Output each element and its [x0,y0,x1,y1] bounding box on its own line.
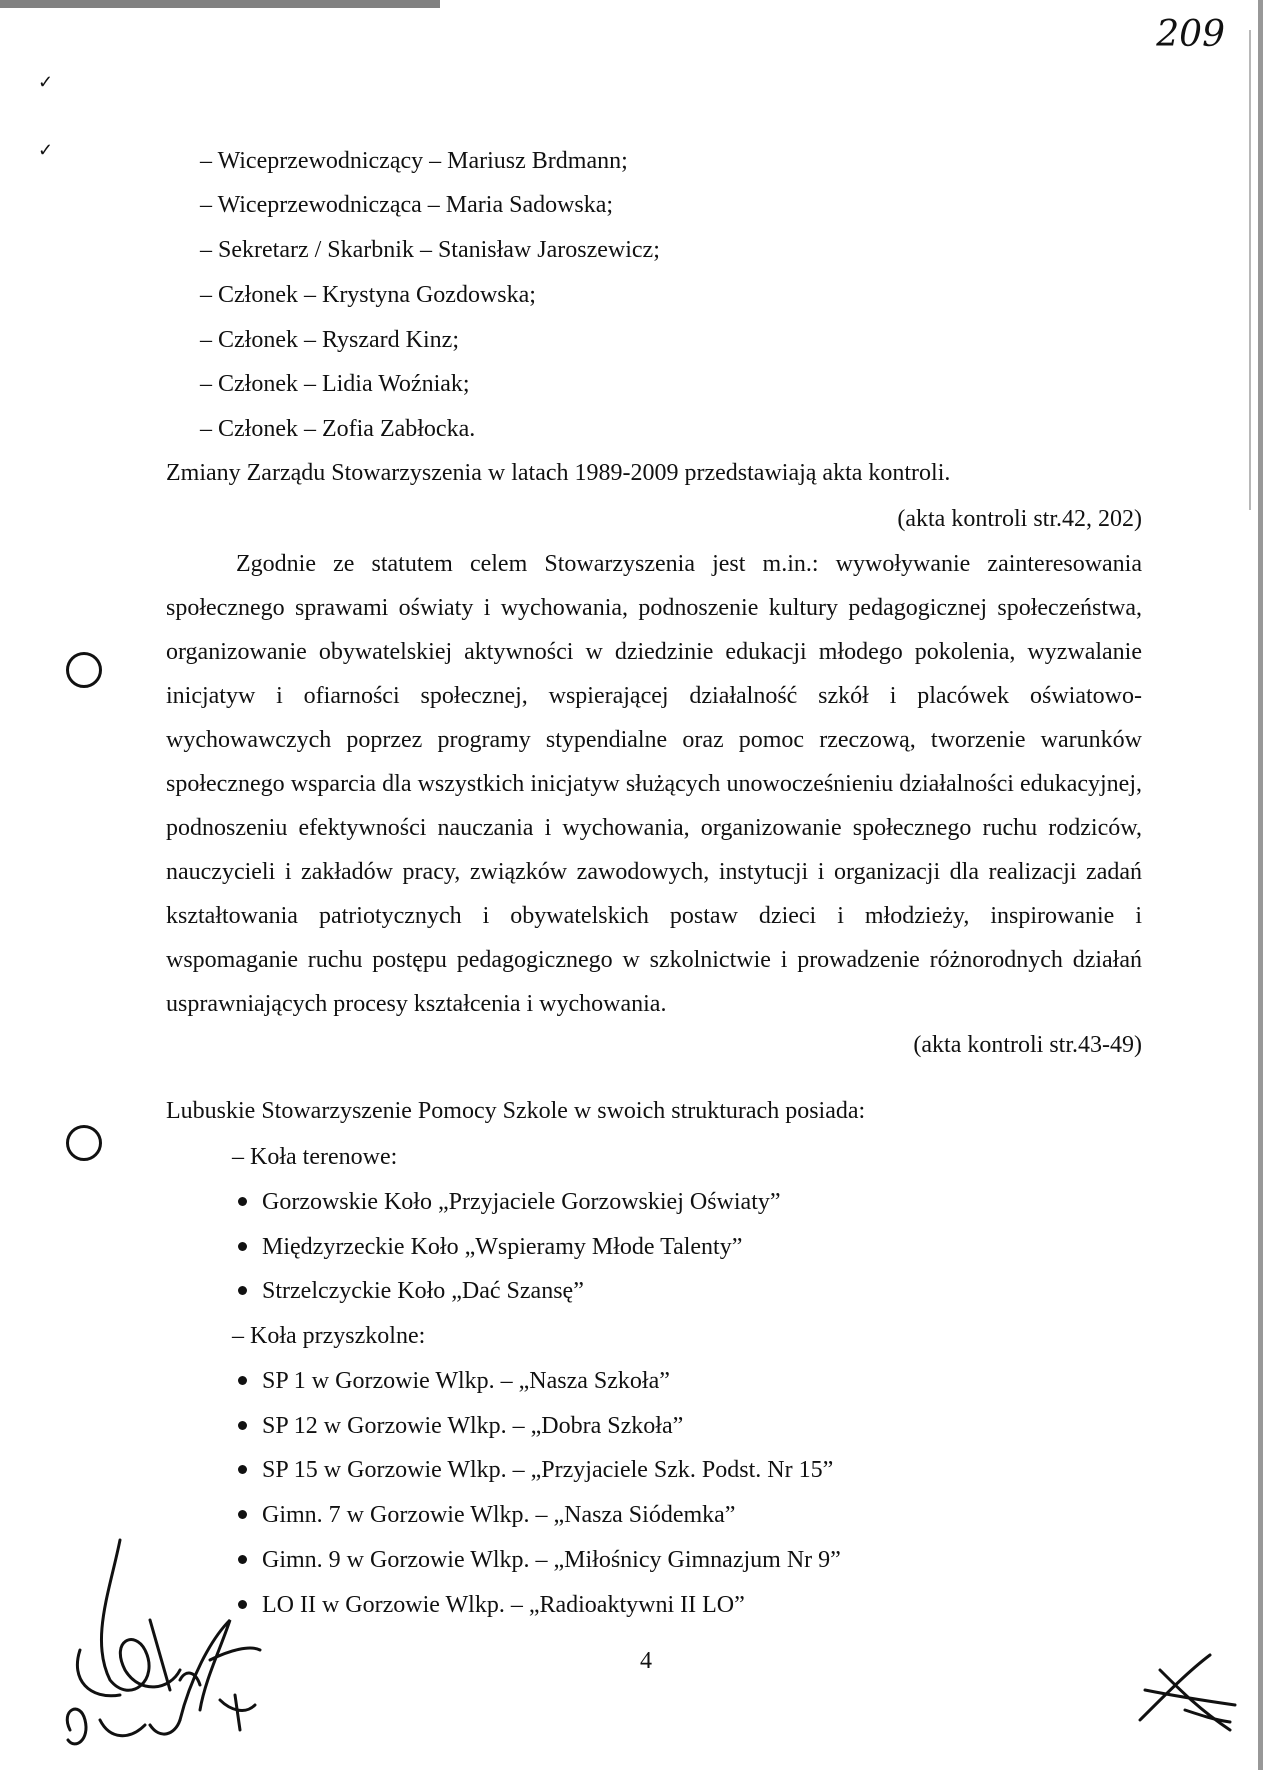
structure-intro: Lubuskie Stowarzyszenie Pomocy Szkole w swoich strukturach posiada: [166,1098,866,1124]
punch-hole [66,652,102,688]
statute-goals-paragraph: Zgodnie ze statutem celem Stowarzyszenia jest m.in.: wywoływanie zainteresowania społecznego sprawami oświaty i wychowania, podnoszenie kultury pedagogicznej społeczeństwa, organizowanie obywatelskiej aktywności w dziedzinie edukacji młodego pokolenia, wyzwalanie inicjatyw i ofiarności społecznej, wspierającej działalność szkół i placówek oświatowo-wychowawczych poprzez programy stypendialne oraz pomoc rzeczową, tworzenie warunków społecznego wsparcia dla wszystkich inicjatyw służących unowocześnieniu działalności edukacyjnej, podnoszeniu efektywności nauczania i wychowania, organizowanie społecznego ruchu rodziców, nauczycieli i zakładów pracy, związków zawodowych, instytucji i organizacji dla realizacji zadań kształtowania patriotycznych i obywatelskich postaw dzieci i młodzieży, inspirowanie i wspomaganie ruchu postępu pedagogicznego w szkolnictwie i prowadzenie różnorodnych działań usprawniających procesy kształcenia i wychowania. [166,551,1142,1017]
handwritten-page-number: 209 [1156,14,1225,55]
board-member-line: – Wiceprzewodnicząca – Maria Sadowska; [200,192,614,218]
terrain-circle-item: Gorzowskie Koło „Przyjaciele Gorzowskiej Oświaty” [262,1189,781,1215]
terrain-circles-heading: – Koła terenowe: [232,1144,398,1170]
school-circle-item: SP 1 w Gorzowie Wlkp. – „Nasza Szkoła” [262,1368,670,1394]
punch-hole [66,1125,102,1161]
file-reference: (akta kontroli str.42, 202) [897,506,1142,532]
school-circle-item: LO II w Gorzowie Wlkp. – „Radioaktywni II LO” [262,1592,745,1618]
terrain-circle-item: Międzyrzeckie Koło „Wspieramy Młode Talenty” [262,1234,743,1260]
board-changes-text: Zmiany Zarządu Stowarzyszenia w latach 1989-2009 przedstawiają akta kontroli. [166,460,951,486]
scan-edge-top [0,0,440,8]
board-member-line: – Członek – Zofia Zabłocka. [200,416,476,442]
file-reference: (akta kontroli str.43-49) [913,1032,1142,1058]
board-member-line: – Członek – Lidia Woźniak; [200,371,470,397]
signature-right [1130,1650,1240,1740]
signature-middle [160,1600,270,1740]
school-circle-item: Gimn. 9 w Gorzowie Wlkp. – „Miłośnicy Gimnazjum Nr 9” [262,1547,841,1573]
school-circle-item: Gimn. 7 w Gorzowie Wlkp. – „Nasza Siódemka” [262,1502,736,1528]
margin-mark: ✓ [38,140,54,160]
page-number: 4 [640,1648,652,1674]
board-member-line: – Członek – Krystyna Gozdowska; [200,282,536,308]
school-circle-item: SP 12 w Gorzowie Wlkp. – „Dobra Szkoła” [262,1413,684,1439]
school-circle-item: SP 15 w Gorzowie Wlkp. – „Przyjaciele Szk. Podst. Nr 15” [262,1457,834,1483]
margin-mark: ✓ [38,72,54,92]
scan-edge-right [1258,0,1263,1770]
scan-edge-line [1249,30,1251,510]
board-member-line: – Wiceprzewodniczący – Mariusz Brdmann; [200,148,628,174]
school-circles-heading: – Koła przyszkolne: [232,1323,426,1349]
board-member-line: – Sekretarz / Skarbnik – Stanisław Jaroszewicz; [200,237,660,263]
terrain-circle-item: Strzelczyckie Koło „Dać Szansę” [262,1278,584,1304]
board-member-line: – Członek – Ryszard Kinz; [200,327,459,353]
